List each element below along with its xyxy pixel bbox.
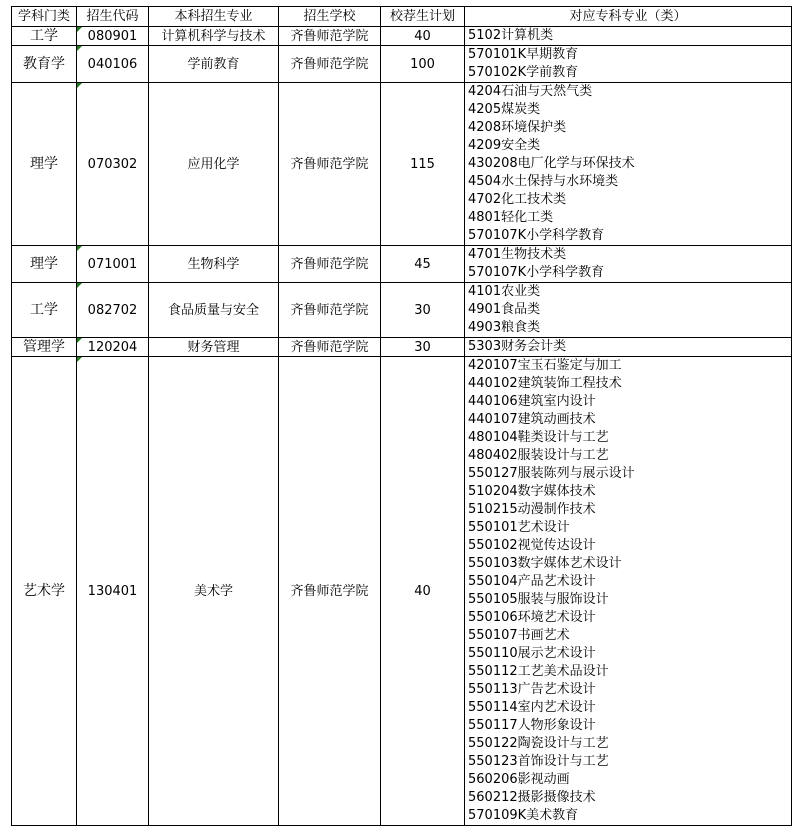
major-cell[interactable]: 食品质量与安全 <box>149 283 279 338</box>
table-row <box>12 357 792 826</box>
table-row <box>12 27 792 46</box>
related-majors-cell[interactable] <box>465 27 792 46</box>
code-cell[interactable]: 082702 <box>77 283 149 338</box>
related-major-item: 550104产品艺术设计 <box>468 574 596 589</box>
related-major-item: 550127服装陈列与展示设计 <box>468 466 635 481</box>
related-major-item: 4504水土保持与水环境类 <box>468 174 619 189</box>
category-cell[interactable]: 工学 <box>12 27 77 46</box>
related-major-item: 550103数字媒体艺术设计 <box>468 556 622 571</box>
category-cell[interactable]: 艺术学 <box>12 357 77 826</box>
related-majors-cell[interactable] <box>465 357 792 826</box>
school-cell[interactable]: 齐鲁师范学院 <box>279 357 381 826</box>
related-major-item: 550102视觉传达设计 <box>468 538 596 553</box>
code-cell[interactable]: 120204 <box>77 338 149 357</box>
related-major-item: 570101K早期教育 <box>468 47 579 62</box>
related-major-item: 510215动漫制作技术 <box>468 502 596 517</box>
code-cell[interactable]: 040106 <box>77 46 149 83</box>
table-row <box>12 46 792 83</box>
related-major-item: 560206影视动画 <box>468 772 570 787</box>
related-major-item: 4204石油与天然气类 <box>468 84 593 99</box>
related-major-item: 4801轻化工类 <box>468 210 554 225</box>
related-major-item: 570102K学前教育 <box>468 65 579 80</box>
related-major-item: 550106环境艺术设计 <box>468 610 596 625</box>
major-cell[interactable]: 生物科学 <box>149 246 279 283</box>
related-major-item: 4208环境保护类 <box>468 120 567 135</box>
major-cell[interactable]: 应用化学 <box>149 83 279 246</box>
related-majors-cell[interactable] <box>465 83 792 246</box>
major-cell[interactable]: 学前教育 <box>149 46 279 83</box>
related-majors-cell[interactable] <box>465 338 792 357</box>
school-cell[interactable]: 齐鲁师范学院 <box>279 46 381 83</box>
related-majors-cell[interactable] <box>465 283 792 338</box>
related-major-item: 550114室内艺术设计 <box>468 700 596 715</box>
admissions-table <box>11 6 792 826</box>
related-majors-cell[interactable] <box>465 246 792 283</box>
related-major-item: 550123首饰设计与工艺 <box>468 754 609 769</box>
related-major-item: 480104鞋类设计与工艺 <box>468 430 609 445</box>
table-row <box>12 83 792 246</box>
header-school[interactable]: 招生学校 <box>279 7 381 27</box>
header-row <box>12 7 792 27</box>
related-major-item: 550105服装与服饰设计 <box>468 592 609 607</box>
related-major-item: 550117人物形象设计 <box>468 718 596 733</box>
plan-cell[interactable]: 40 <box>381 27 465 46</box>
plan-cell[interactable]: 30 <box>381 338 465 357</box>
related-major-item: 440107建筑动画技术 <box>468 412 596 427</box>
header-plan[interactable]: 校荐生计划 <box>381 7 465 27</box>
related-major-item: 4205煤炭类 <box>468 102 541 117</box>
related-major-item: 570107K小学科学教育 <box>468 265 605 280</box>
school-cell[interactable]: 齐鲁师范学院 <box>279 338 381 357</box>
related-major-item: 550113广告艺术设计 <box>468 682 596 697</box>
category-cell[interactable]: 教育学 <box>12 46 77 83</box>
major-cell[interactable]: 财务管理 <box>149 338 279 357</box>
related-major-item: 550122陶瓷设计与工艺 <box>468 736 609 751</box>
code-cell[interactable]: 130401 <box>77 357 149 826</box>
related-major-item: 570109K美术教育 <box>468 808 579 823</box>
header-related-majors[interactable]: 对应专科专业（类） <box>465 7 792 27</box>
school-cell[interactable]: 齐鲁师范学院 <box>279 246 381 283</box>
category-cell[interactable]: 理学 <box>12 246 77 283</box>
header-category[interactable]: 学科门类 <box>12 7 77 27</box>
category-cell[interactable]: 工学 <box>12 283 77 338</box>
related-major-item: 440102建筑装饰工程技术 <box>468 376 622 391</box>
related-major-item: 4702化工技术类 <box>468 192 567 207</box>
related-major-item: 550101艺术设计 <box>468 520 570 535</box>
related-major-item: 550110展示艺术设计 <box>468 646 596 661</box>
related-major-item: 5303财务会计类 <box>468 339 567 354</box>
related-major-item: 440106建筑室内设计 <box>468 394 596 409</box>
category-cell[interactable]: 理学 <box>12 83 77 246</box>
table-row <box>12 338 792 357</box>
related-major-item: 4209安全类 <box>468 138 541 153</box>
related-major-item: 480402服装设计与工艺 <box>468 448 609 463</box>
related-majors-cell[interactable] <box>465 46 792 83</box>
school-cell[interactable]: 齐鲁师范学院 <box>279 283 381 338</box>
code-cell[interactable]: 071001 <box>77 246 149 283</box>
table-body <box>12 27 792 826</box>
related-major-item: 4101农业类 <box>468 284 541 299</box>
related-major-item: 550107书画艺术 <box>468 628 570 643</box>
plan-cell[interactable]: 30 <box>381 283 465 338</box>
header-code[interactable]: 招生代码 <box>77 7 149 27</box>
major-cell[interactable]: 计算机科学与技术 <box>149 27 279 46</box>
plan-cell[interactable]: 115 <box>381 83 465 246</box>
related-major-item: 4903粮食类 <box>468 320 541 335</box>
related-major-item: 5102计算机类 <box>468 28 554 43</box>
school-cell[interactable]: 齐鲁师范学院 <box>279 27 381 46</box>
table-row <box>12 283 792 338</box>
related-major-item: 560212摄影摄像技术 <box>468 790 596 805</box>
related-major-item: 420107宝玉石鉴定与加工 <box>468 358 622 373</box>
related-major-item: 4701生物技术类 <box>468 247 567 262</box>
plan-cell[interactable]: 40 <box>381 357 465 826</box>
major-cell[interactable]: 美术学 <box>149 357 279 826</box>
plan-cell[interactable]: 100 <box>381 46 465 83</box>
related-major-item: 430208电厂化学与环保技术 <box>468 156 635 171</box>
related-major-item: 550112工艺美术品设计 <box>468 664 609 679</box>
table-row <box>12 246 792 283</box>
category-cell[interactable]: 管理学 <box>12 338 77 357</box>
related-major-item: 4901食品类 <box>468 302 541 317</box>
school-cell[interactable]: 齐鲁师范学院 <box>279 83 381 246</box>
code-cell[interactable]: 070302 <box>77 83 149 246</box>
related-major-item: 570107K小学科学教育 <box>468 228 605 243</box>
header-major[interactable]: 本科招生专业 <box>149 7 279 27</box>
related-major-item: 510204数字媒体技术 <box>468 484 596 499</box>
plan-cell[interactable]: 45 <box>381 246 465 283</box>
code-cell[interactable]: 080901 <box>77 27 149 46</box>
